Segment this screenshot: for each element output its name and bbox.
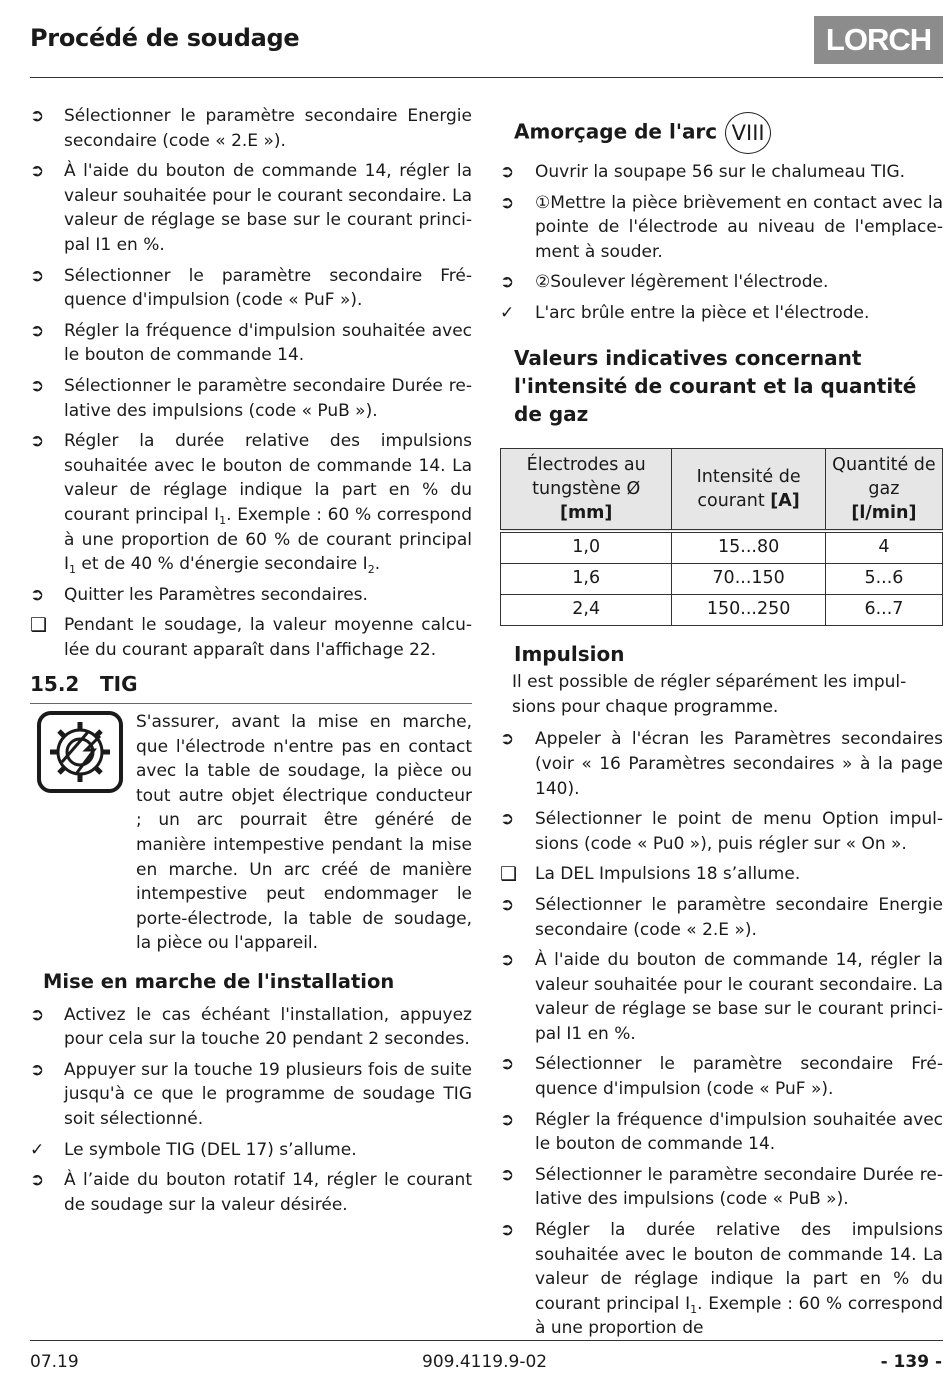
warning-text: S'assurer, avant la mise en marche, que l'électrode n'entre pas en contact avec la table de soudage, la pièce ou tout autre objet électrique conducteur ; un arc pourrait être généré de manière intempestive pendant la mise en marche. Un arc créé de manière intempestive peut endommager le porte-électrode, la table de soudage, la pièce ou l'appareil. (136, 712, 472, 954)
arrow-bullet-icon: ➲ (500, 950, 515, 971)
table-row: 1,0 15...80 4 (501, 531, 943, 564)
warning-block (30, 710, 472, 956)
list-item (30, 264, 472, 313)
arrow-bullet-icon: ➲ (30, 320, 45, 341)
list-item (500, 727, 943, 801)
list-item (500, 270, 943, 295)
electrical-hazard-gear-icon (36, 710, 124, 794)
list-item-text: Pendant le soudage, la valeur moyenne calculée du courant apparaît dans l'affichage 22. (64, 615, 472, 660)
list-item-text: La DEL Impulsions 18 s’allume. (535, 864, 801, 885)
list-item-pulse-duration-right: ➲ Régler la durée relative des impulsions souhaitée avec le bouton de commande 14. La valeur de réglage indique la part en % du courant principal $I_1$. Exemple : 60 % correspond à une proportion de (500, 1220, 943, 1339)
list-item-text: Régler la fréquence d'impulsion souhaitée avec le bouton de commande 14. (535, 1109, 943, 1155)
list-item-text: À l'aide du bouton de commande 14, régler la valeur souhaitée pour le courant secondaire. La valeur de réglage se base sur le courant principal I1 en %. (535, 950, 943, 1044)
list-item-text: Sélectionner le paramètre secondaire Energie secondaire (code « 2.E »). (64, 106, 472, 151)
arrow-bullet-icon: ➲ (500, 729, 515, 750)
list-item-text: Sélectionner le paramètre secondaire Durée relative des impulsions (code « PuB »). (64, 375, 472, 421)
list-item-text: Sélectionner le paramètre secondaire Fréquence d'impulsion (code « PuF »). (535, 1054, 943, 1100)
arrow-bullet-icon: ➲ (30, 106, 45, 126)
table-header-row (501, 448, 943, 531)
list-item (30, 613, 472, 662)
list-item (30, 319, 472, 368)
arc-list (500, 160, 943, 326)
list-item-text: À l'aide du bouton de commande 14, régler la valeur souhaitée pour le courant secondaire. La valeur de réglage se base sur le courant principal I1 en %. (64, 161, 472, 255)
arrow-bullet-icon: ➲ (500, 809, 515, 830)
arrow-bullet-icon: ➲ (30, 1059, 45, 1080)
list-item (30, 159, 472, 257)
list-item-text: Sélectionner le paramètre secondaire Fréquence d'impulsion (code « PuF »). (64, 265, 472, 311)
page-number: - 139 - (880, 1352, 942, 1372)
list-item (30, 1168, 472, 1217)
list-item-pulse-duration: ➲ Régler la durée relative des impulsions souhaitée avec le bouton de commande 14. La valeur de réglage indique la part en % du courant principal $I_1$. Exemple : 60 % correspond à une proportion de 60 % de courant principal $I_1$ et de 40 % d'énergie secondaire $I_2$. (30, 431, 472, 577)
arrow-bullet-icon: ➲ (500, 1054, 515, 1075)
list-item-text: Quitter les Paramètres secondaires. (64, 584, 368, 605)
arrow-bullet-icon: ➲ (30, 375, 45, 396)
list-item (500, 1163, 943, 1212)
right-column (500, 112, 943, 1347)
list-item (500, 862, 943, 887)
arrow-bullet-icon: ➲ (30, 161, 45, 182)
arrow-bullet-icon: ➲ (30, 1004, 45, 1025)
list-item (500, 301, 943, 326)
page-header-title: Procédé de soudage (30, 24, 300, 52)
list-item-text: ①Mettre la pièce brièvement en contact avec la pointe de l'électrode au niveau de l'emplacement à souder. (535, 192, 943, 262)
list-item (500, 807, 943, 856)
list-item-text: Sélectionner le paramètre secondaire Energie secondaire (code « 2.E »). (535, 894, 943, 940)
arrow-bullet-icon: ➲ (500, 1220, 515, 1241)
startup-list (30, 1003, 472, 1218)
list-item-text: Activez le cas échéant l'installation, appuyez pour cela sur la touche 20 pendant 2 secondes. (64, 1004, 472, 1050)
list-item-text: Ouvrir la soupape 56 sur le chalumeau TIG. (535, 162, 906, 182)
arrow-bullet-icon: ➲ (500, 192, 515, 213)
left-top-list (30, 104, 472, 423)
list-item-text: Le symbole TIG (DEL 17) s’allume. (64, 1139, 357, 1160)
table-row: 2,4 150...250 6...7 (501, 594, 943, 625)
footer-date: 07.19 (30, 1352, 79, 1372)
checkbox-bullet-icon: ❑ (500, 863, 518, 886)
list-item (500, 160, 943, 185)
list-item (30, 1003, 472, 1052)
subsection-heading-startup: Mise en marche de l'installation (43, 970, 395, 993)
list-item (30, 374, 472, 423)
impulse-intro: Il est possible de régler séparément les impulsions pour chaque programme. (512, 672, 907, 717)
left-column (30, 104, 472, 1223)
arrow-bullet-icon: ➲ (30, 431, 45, 452)
section-heading-tig: 15.2 TIG (30, 672, 138, 697)
header-divider (30, 77, 943, 78)
arrow-bullet-icon: ➲ (500, 1164, 515, 1185)
heading-guide-values: Valeurs indicatives concernant l'intensité de courant et la quantité de gaz (514, 345, 917, 426)
list-item-text: À l’aide du bouton rotatif 14, régler le courant de soudage sur la valeur désirée. (64, 1170, 472, 1215)
section-divider (30, 703, 472, 704)
footer-divider (30, 1340, 943, 1341)
arrow-bullet-icon: ➲ (500, 162, 515, 182)
list-item (30, 1138, 472, 1163)
checkbox-bullet-icon: ❑ (30, 614, 48, 637)
list-item (500, 1108, 943, 1157)
list-item-text: Régler la fréquence d'impulsion souhaitée avec le bouton de commande 14. (64, 320, 472, 366)
list-item (500, 191, 943, 265)
checkmark-icon: ✓ (30, 1139, 45, 1160)
list-item-text: ②Soulever légèrement l'électrode. (535, 272, 829, 293)
arrow-bullet-icon: ➲ (500, 1109, 515, 1130)
figure-reference-badge: VIII (725, 112, 771, 154)
table-row: 1,6 70...150 5...6 (501, 563, 943, 594)
arrow-bullet-icon: ➲ (500, 272, 515, 293)
list-item (500, 1052, 943, 1101)
lorch-logo: LORCH (814, 16, 943, 64)
list-item (500, 893, 943, 942)
list-item-text: Appuyer sur la touche 19 plusieurs fois de suite jusqu'à ce que le programme de soudage TIG soit sélectionné. (64, 1059, 472, 1129)
list-item-text: L'arc brûle entre la pièce et l'électrode. (535, 302, 870, 323)
arrow-bullet-icon: ➲ (500, 894, 515, 915)
arrow-bullet-icon: ➲ (30, 265, 45, 286)
header-current: Intensité de courant [A] (672, 448, 825, 531)
checkmark-icon: ✓ (500, 302, 515, 323)
impulse-list (500, 727, 943, 1212)
list-item (30, 104, 472, 153)
header-electrode: Électrodes au tungstène Ø [mm] (501, 448, 672, 531)
header-gas: Quantité de gaz [l/min] (825, 448, 942, 531)
list-item (500, 948, 943, 1046)
arrow-bullet-icon: ➲ (30, 1170, 45, 1191)
footer-doc-number: 909.4119.9-02 (422, 1352, 548, 1372)
heading-impulse: Impulsion (514, 641, 625, 666)
list-item-text: Appeler à l'écran les Paramètres secondaires (voir « 16 Paramètres secondaires » à la page 140). (535, 729, 943, 799)
list-item-text: Sélectionner le paramètre secondaire Durée relative des impulsions (code « PuB »). (535, 1164, 943, 1210)
arrow-bullet-icon: ➲ (30, 584, 45, 605)
list-item (30, 1058, 472, 1132)
left-bottom-list (30, 583, 472, 663)
heading-arc-ignition: Amorçage de l'arc VIII (514, 112, 943, 154)
list-item-text: Sélectionner le point de menu Option impulsions (code « Pu0 »), puis régler sur « On ». (535, 809, 943, 854)
list-item (30, 583, 472, 608)
guide-values-table (500, 448, 943, 626)
